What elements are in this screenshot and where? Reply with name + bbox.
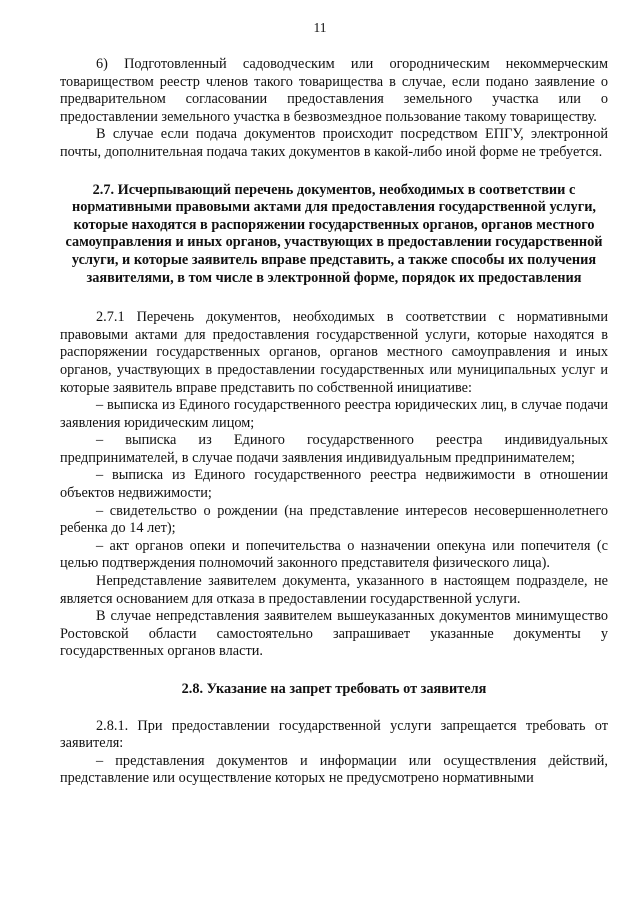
paragraph-item-6: 6) Подготовленный садоводческим или огородническим некоммерческим товариществом реестр членов такого товарищества в случае, если подано заявление о предварительном согласовании предоставления земельного участка или о предоставлении земельного участка в безвозмездное пользование такому товариществу.: [60, 56, 608, 125]
section-2-8-heading: 2.8. Указание на запрет требовать от заявителя: [181, 681, 487, 697]
list-item-egrul: – выписка из Единого государственного реестра юридических лиц, в случае подачи заявления юридическим лицом;: [60, 397, 608, 431]
section-2-8-intro: 2.8.1. При предоставлении государственной услуги запрещается требовать от заявителя:: [60, 717, 608, 752]
list-item-documents-prohibition: – представления документов и информации или осуществления действий, представление или осуществление которых не предусмотрено нормативными: [60, 752, 608, 787]
section-2-7-heading: 2.7. Исчерпывающий перечень документов, необходимых в соответствии с нормативными правовыми актами для предоставления государственной услуги, которые находятся в распоряжении государственных органов, органов местного самоуправления и иных органов, участвующих в предоставлении государственной услуги, и которые заявитель вправе представить, а также способы их получения заявителями, в том числе в электронной форме, порядок их предоставления: [65, 181, 603, 286]
paragraph-epgu-note: В случае если подача документов происходит посредством ЕПГУ, электронной почты, дополнительная подача таких документов в какой-либо иной форме не требуется.: [60, 126, 608, 160]
page-number: 11: [313, 20, 327, 35]
document-body: [60, 56, 608, 788]
list-item-guardianship-act: – акт органов опеки и попечительства о назначении опекуна или попечителя (с целью подтверждения полномочий законного представителя физического лица).: [60, 537, 608, 572]
list-item-birth-certificate: – свидетельство о рождении (на представление интересов несовершеннолетнего ребенка до 14 лет);: [60, 502, 608, 537]
paragraph-non-submission: Непредставление заявителем документа, указанного в настоящем подразделе, не является основанием для отказа в предоставлении государственной услуги.: [60, 573, 608, 607]
list-item-egrn: – выписка из Единого государственного реестра недвижимости в отношении объектов недвижимости;: [60, 467, 608, 502]
list-item-egrip: – выписка из Единого государственного реестра индивидуальных предпринимателей, в случае подачи заявления индивидуальным предпринимателем;: [60, 432, 608, 466]
paragraph-ministry-request: В случае непредставления заявителем вышеуказанных документов минимущество Ростовской области самостоятельно запрашивает указанные документы у государственных органов власти.: [60, 608, 608, 660]
section-2-7-intro: 2.7.1 Перечень документов, необходимых в соответствии с нормативными правовыми актами для предоставления государственной услуги, которые находятся в распоряжении государственных органов, органов местного самоуправления и иных органов, участвующих в предоставлении государственных или муниципальных услуг и которые заявитель вправе представить по собственной инициативе:: [60, 309, 608, 396]
